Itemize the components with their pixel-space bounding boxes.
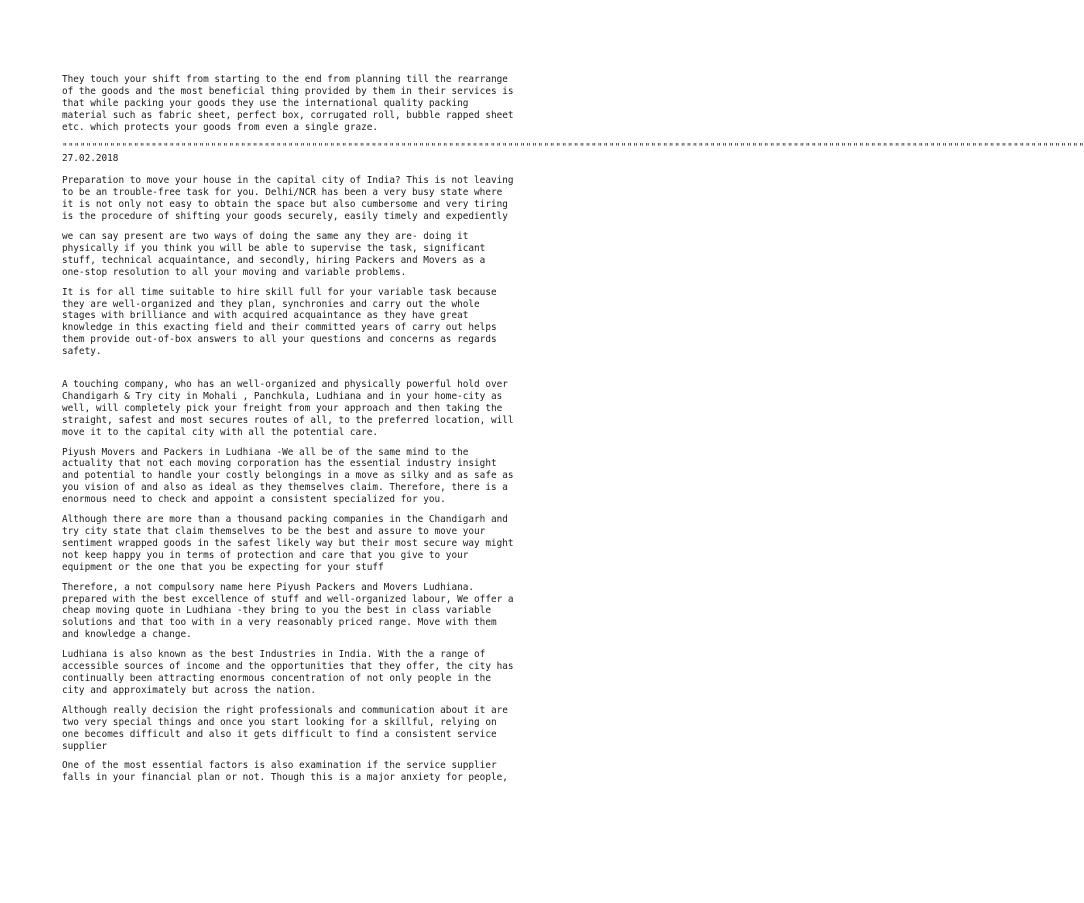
body-paragraph-10: One of the most essential factors is also examination if the service supplier falls in your financial plan or not. Though this is a major anxiety for people, (62, 760, 508, 784)
body-paragraph-6: Although there are more than a thousand packing companies in the Chandigarh and try city state that claim themselves to be the best and assure to move your sentiment wrapped goods in the safest likely way but their most secure way might not keep happy you in terms of protection and care that you give to your equipment or the one that you be expecting for your stuff (62, 514, 514, 573)
body-paragraph-4: A touching company, who has an well-organized and physically powerful hold over Chandigarh & Try city in Mohali , Panchkula, Ludhiana and in your home-city as well, will completely pick your freight from your approach and then taking the straight, safest and most secures routes of all, to the preferred location, will move it to the capital city with all the potential care. (62, 379, 514, 438)
body-paragraph-2: we can say present are two ways of doing the same any they are- doing it physically if you think you will be able to supervise the task, significant stuff, technical acquaintance, and secondly, hiring Packers and Movers as a one-stop resolution to all your moving and variable problems. (62, 230, 486, 278)
body-paragraph-8: Ludhiana is also known as the best Industries in India. With the a range of accessible sources of income and the opportunities that they offer, the city has continually been attracting enormous concentration of not only people in the city and approximately but across the nation. (62, 649, 514, 696)
body-paragraph-1: Preparation to move your house in the capital city of India? This is not leaving to be an trouble-free task for you. Delhi/NCR has been a very busy state where it is not only not easy to obtain the space but also cumbersome and very tiring is the procedure of shifting your goods securely, easily timely and expediently (62, 175, 514, 223)
body-paragraph-3: It is for all time suitable to hire skill full for your variable task because they are well-organized and they plan, synchronies and carry out the whole stages with brilliance and with acquired acquaintance as they have great knowledge in this exacting field and their committed years of carry out helps them provide out-of-box answers to all your questions and concerns as regards safety. (62, 286, 497, 358)
body-paragraph-9: Although really decision the right professionals and communication about it are two very special things and once you start looking for a skillful, relying on one becomes difficult and also it gets difficult to find a consistent service supplier (62, 704, 508, 752)
quote-separator: """""""""""""""""""""""""""""""""""""""""""""""""""""""""""""""""""""""""""""""""""""""""""""""""""""""""""""""""""""""""""""""""""""""""""""""""""""""""""""""""""""""""""" (62, 141, 1084, 153)
article-date: 27.02.2018 (62, 153, 119, 165)
document-body (62, 74, 1084, 792)
body-paragraph-7: Therefore, a not compulsory name here Piyush Packers and Movers Ludhiana. prepared with the best excellence of stuff and well-organized labour, We offer a cheap moving quote in Ludhiana -they bring to you the best in class variable solutions and that too with in a very reasonably priced range. Move with them and knowledge a change. (62, 581, 514, 641)
body-paragraph-5: Piyush Movers and Packers in Ludhiana -We all be of the same mind to the actuality that not each moving corporation has the essential industry insight and potential to handle your costly belongings in a move as silky and as safe as you vision of and also as ideal as they themselves claim. Therefore, there is a enormous need to check and appoint a consistent specialized for you. (62, 446, 514, 506)
intro-paragraph: They touch your shift from starting to the end from planning till the rearrange of the goods and the most beneficial thing provided by them in their services is that while packing your goods they use the international quality packing material such as fabric sheet, perfect box, corrugated roll, bubble rapped sheet etc. which protects your goods from even a single graze. (62, 74, 514, 133)
